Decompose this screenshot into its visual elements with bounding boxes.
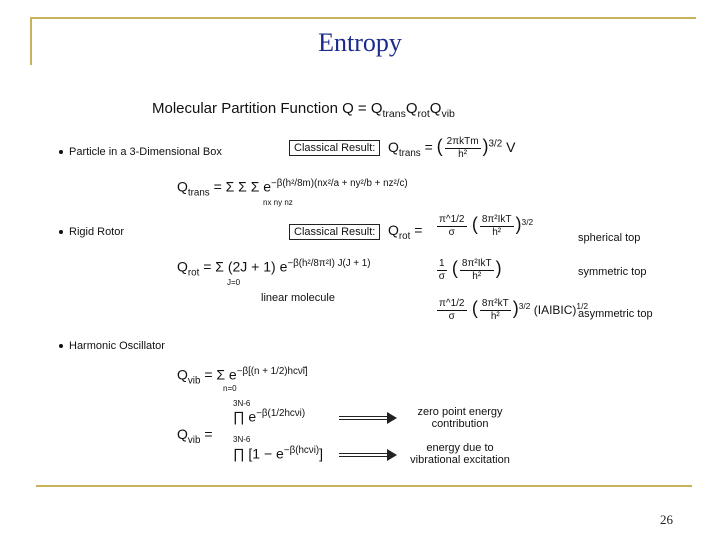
sum-index-rot: J=0 <box>227 278 241 287</box>
linear-molecule-label: linear molecule <box>261 292 335 304</box>
q-rot-sum: $Q_{rot} = \Sigma$ (2J + 1) $e^{-\beta(h^2/8\pi^2I) J(J + 1)}$ <box>177 258 371 279</box>
sum-index-vib: n=0 <box>223 384 237 393</box>
asymmetric-top-formula: $\frac{\pi\^{}1/2}{\sigma}$ ( $\frac{\text{8π²kT}}{\text{h²}}$ )$^{3/2}$ (IAIBIC)$^{1/2}$ <box>439 298 589 323</box>
zero-point-arrow <box>339 413 397 423</box>
bullet-dot <box>59 344 63 348</box>
zero-point-label: zero point energy contribution <box>417 406 503 430</box>
q-trans-classical: $Q_{trans}$ = ( $\frac{\text{2πkTm}}{\text{h²}}$ )$^{3/2}$ V <box>388 136 516 160</box>
product-upper-limit-1: 3N-6 <box>233 399 251 408</box>
classical-result-box-trans: Classical Result: <box>289 140 380 154</box>
spherical-top-formula: $\frac{\pi\^{}1/2}{\sigma}$ ( $\frac{\text{8π²IkT}}{\text{h²}}$ )$^{3/2}$ <box>439 214 534 239</box>
q-trans-sum: $Q_{trans} = \Sigma$ Σ Σ $e^{-\beta(h^2/8m)(nx^2/a + ny^2/b + nz^2/c)}$ <box>177 178 408 199</box>
bullet-particle-box: Particle in a 3-Dimensional Box <box>59 146 222 158</box>
slide-title: Entropy <box>318 28 402 57</box>
excitation-arrow <box>339 450 397 460</box>
q-rot-classical: $Q_{rot}$ = <box>388 222 423 242</box>
classical-result-box-rot: Classical Result: <box>289 224 380 238</box>
q-vib-sum: $Q_{vib} = \Sigma$ $e^{-\beta[(n + 1/2)hc\nũi]}$ <box>177 366 308 387</box>
q-vib-product-lhs: $Q_{vib}$ = <box>177 426 213 446</box>
bullet-harmonic-oscillator: Harmonic Oscillator <box>59 340 165 352</box>
figure-heading: Molecular Partition Function $Q = Q_{trans}Q_{rot}Q_{vib}$ <box>152 100 455 120</box>
excitation-label: energy due to vibrational excitation <box>410 442 510 466</box>
symmetric-top-label: symmetric top <box>578 266 647 278</box>
bullet-dot <box>59 150 63 154</box>
page-number: 26 <box>660 512 673 527</box>
frame-bottom-rule <box>36 485 692 487</box>
frame-top-rule <box>30 17 696 19</box>
equation-figure <box>55 88 675 468</box>
excitation-product: ∏ $[1 - e^{-\beta(hc\nu i)}]$ <box>233 445 324 462</box>
product-upper-limit-2: 3N-6 <box>233 435 251 444</box>
zero-point-product: ∏ $e^{-\beta(1/2hc\nu i)}$ <box>233 408 306 425</box>
asymmetric-top-label: asymmetric top <box>578 308 653 320</box>
sum-indices-trans: nx ny nz <box>263 198 293 207</box>
bullet-dot <box>59 230 63 234</box>
bullet-rigid-rotor: Rigid Rotor <box>59 226 124 238</box>
symmetric-top-formula: $\frac{1}{\sigma}$ ( $\frac{\text{8π²IkT}}{\text{h²}}$ ) <box>438 258 502 283</box>
spherical-top-label: spherical top <box>578 232 641 244</box>
